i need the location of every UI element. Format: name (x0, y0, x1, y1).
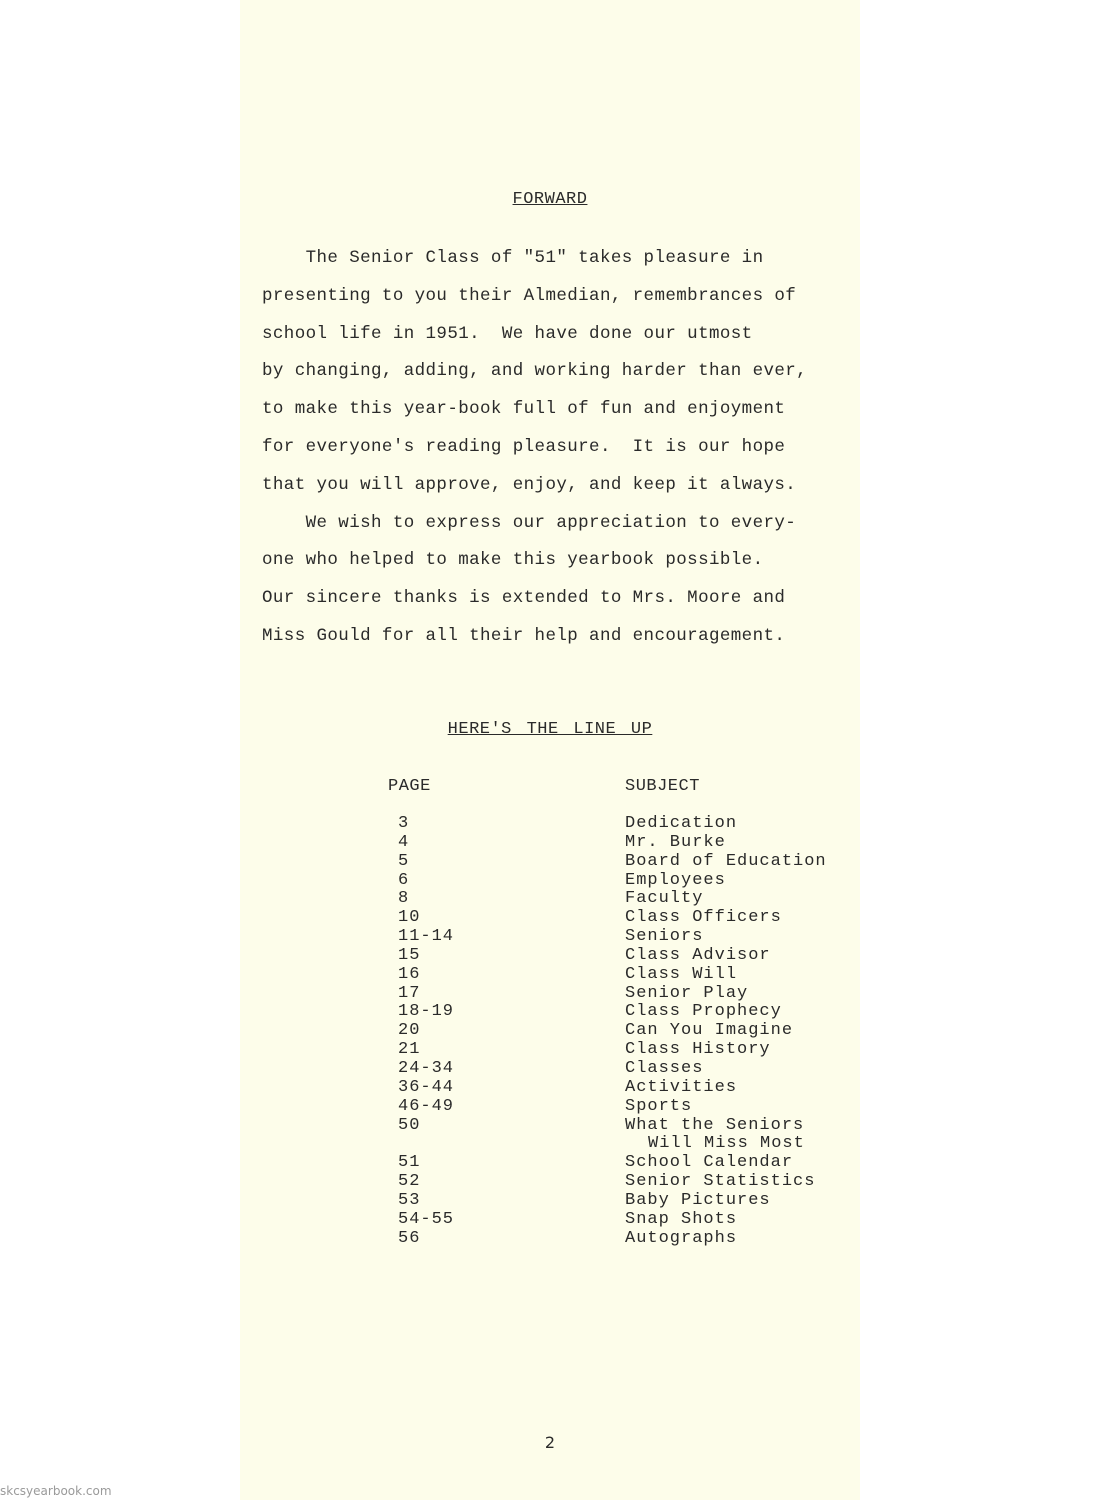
toc-subject: Snap Shots (625, 1209, 738, 1229)
toc-row (240, 1041, 860, 1060)
toc-row (240, 1173, 860, 1192)
toc-page-number: 15 (398, 945, 421, 965)
toc-page-number: 17 (398, 983, 421, 1003)
toc-page-number: 5 (398, 851, 410, 871)
toc-row (240, 1154, 860, 1173)
toc-row (240, 928, 860, 947)
toc-subject: Class History (625, 1040, 771, 1060)
toc-subject: Class Advisor (625, 945, 771, 965)
forward-body (262, 240, 852, 656)
toc-page-number: 3 (398, 814, 410, 833)
forward-line: Miss Gould for all their help and encouragement. (262, 625, 786, 646)
forward-line: that you will approve, enjoy, and keep it always. (262, 474, 797, 495)
toc-page-number: 10 (398, 908, 421, 928)
yearbook-page (240, 0, 860, 1500)
toc-row-continuation (240, 1135, 860, 1154)
toc-row (240, 1230, 860, 1249)
toc-page-number: 50 (398, 1115, 421, 1135)
forward-line: presenting to you their Almedian, remembrances of (262, 285, 797, 306)
toc-subject: Sports (625, 1096, 693, 1116)
toc-subject: Board of Education (625, 851, 827, 871)
toc-row (240, 985, 860, 1004)
toc-subject: What the Seniors (625, 1115, 805, 1135)
toc-row (240, 1079, 860, 1098)
toc-row (240, 815, 860, 834)
toc-page-number: 54-55 (398, 1209, 455, 1229)
toc-subject: Can You Imagine (625, 1021, 794, 1041)
toc-row (240, 853, 860, 872)
toc-row (240, 1192, 860, 1211)
toc-row (240, 909, 860, 928)
toc-page-number: 8 (398, 889, 410, 909)
toc-subject: Classes (625, 1058, 704, 1078)
forward-line: school life in 1951. We have done our utmost (262, 323, 753, 344)
toc-row (240, 947, 860, 966)
forward-line: one who helped to make this yearbook possible. (262, 550, 764, 571)
toc-subject: Senior Statistics (625, 1172, 816, 1192)
toc-row (240, 1060, 860, 1079)
toc-subject: Faculty (625, 889, 704, 909)
toc-row (240, 1211, 860, 1230)
toc-subject: Dedication (625, 814, 738, 833)
lineup-title: HERE'S THE LINE UP (447, 720, 653, 739)
toc-page-number: 36-44 (398, 1077, 455, 1097)
toc-page-number: 21 (398, 1040, 421, 1060)
toc-page-number: 24-34 (398, 1058, 455, 1078)
page-column-header: PAGE (388, 777, 431, 796)
toc-page-number: 16 (398, 964, 421, 984)
toc-subject-continuation: Will Miss Most (648, 1134, 805, 1154)
toc-row (240, 1003, 860, 1022)
toc-row (240, 1022, 860, 1041)
forward-line: Our sincere thanks is extended to Mrs. Moore and (262, 588, 786, 609)
toc-page-number: 18-19 (398, 1002, 455, 1022)
toc-page-number: 20 (398, 1021, 421, 1041)
toc-page-number: 6 (398, 870, 410, 890)
toc-page-number: 11-14 (398, 927, 455, 947)
toc-row (240, 890, 860, 909)
toc-subject: Baby Pictures (625, 1190, 771, 1210)
toc-subject: Seniors (625, 927, 704, 947)
toc-page-number: 56 (398, 1228, 421, 1248)
toc-subject: Class Officers (625, 908, 782, 928)
forward-line: We wish to express our appreciation to every- (262, 512, 797, 533)
toc-subject: Senior Play (625, 983, 749, 1003)
toc-subject: Autographs (625, 1228, 738, 1248)
toc-subject: Class Prophecy (625, 1002, 782, 1022)
toc-page-number: 4 (398, 832, 410, 852)
toc-row (240, 966, 860, 985)
toc-page-number: 52 (398, 1172, 421, 1192)
forward-line: to make this year-book full of fun and enjoyment (262, 399, 786, 420)
toc-subject: Employees (625, 870, 726, 890)
toc-page-number: 51 (398, 1153, 421, 1173)
table-of-contents (240, 815, 860, 1248)
toc-page-number: 53 (398, 1190, 421, 1210)
forward-line: by changing, adding, and working harder than ever, (262, 361, 808, 382)
site-watermark: skcsyearbook.com (0, 1484, 112, 1498)
page-number: 2 (544, 1433, 556, 1452)
toc-row (240, 1098, 860, 1117)
toc-row (240, 834, 860, 853)
toc-subject: Class Will (625, 964, 738, 984)
toc-subject: Activities (625, 1077, 738, 1097)
toc-subject: Mr. Burke (625, 832, 726, 852)
forward-title: FORWARD (512, 190, 588, 209)
forward-line: The Senior Class of "51" takes pleasure in (262, 248, 764, 268)
subject-column-header: SUBJECT (625, 777, 700, 796)
toc-row (240, 1117, 860, 1136)
toc-subject: School Calendar (625, 1153, 794, 1173)
forward-line: for everyone's reading pleasure. It is our hope (262, 436, 786, 457)
toc-page-number: 46-49 (398, 1096, 455, 1116)
toc-row (240, 872, 860, 891)
